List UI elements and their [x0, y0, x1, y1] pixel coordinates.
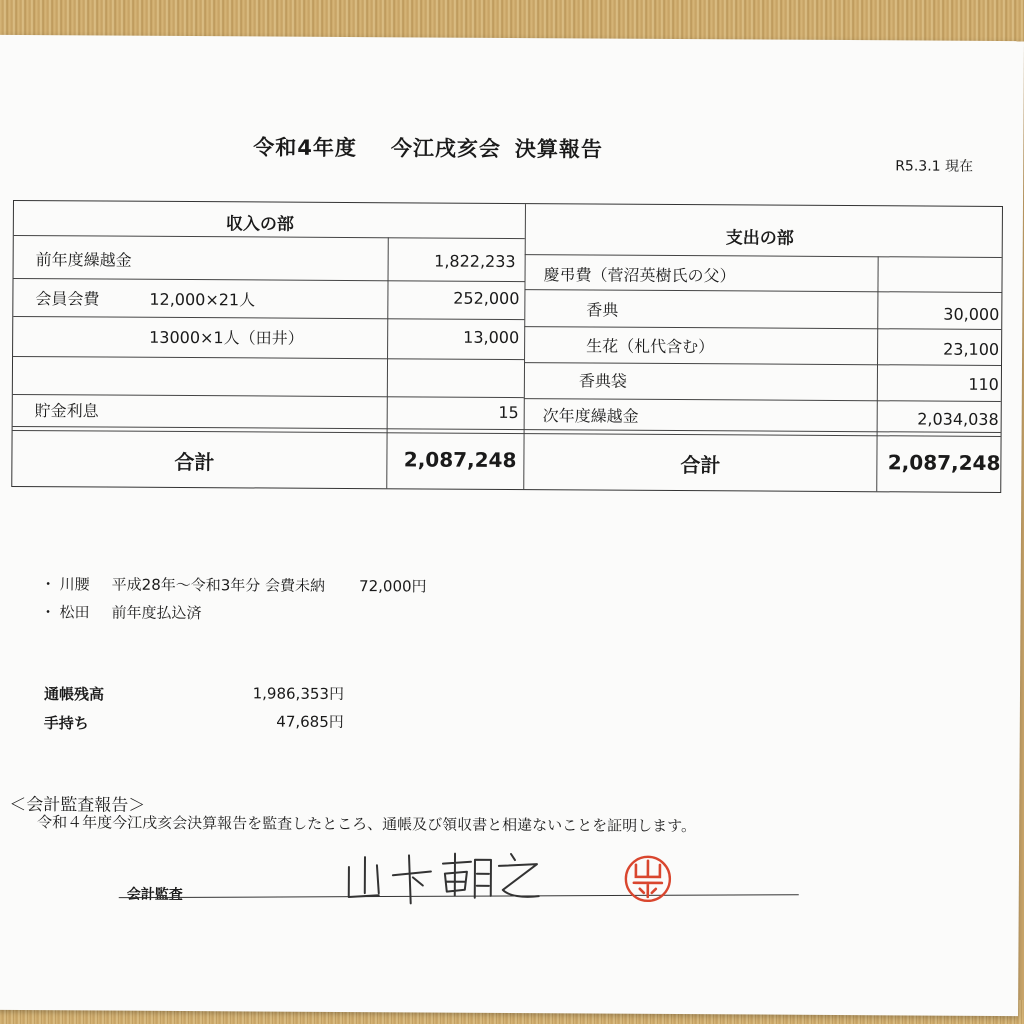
note-text: 前年度払込済: [111, 603, 202, 623]
expense-row-line: [524, 326, 1001, 330]
income-header: 収入の部: [225, 214, 294, 235]
note-item: [40, 601, 201, 623]
income-row-line: [14, 278, 525, 282]
total-line: [13, 426, 1001, 433]
title-report: 決算報告: [514, 137, 604, 162]
expense-amount: 23,100: [943, 339, 1000, 359]
expense-header: 支出の部: [725, 228, 794, 249]
income-amount: 252,000: [453, 288, 520, 309]
income-row-line: [13, 356, 524, 360]
expense-label: 生花（札代含む）: [586, 336, 715, 357]
income-label: 会員会費: [35, 289, 100, 309]
handwritten-signature: [343, 845, 543, 906]
income-amount: 1,822,233: [434, 251, 516, 272]
seal-stamp: [620, 851, 676, 907]
income-amount: 13,000: [463, 327, 520, 348]
expense-label: 次年度繰越金: [542, 406, 639, 426]
expense-label: 慶弔費（菅沼英樹氏の父）: [543, 265, 736, 286]
expense-row-line: [524, 289, 1001, 293]
note-bullet: ・: [40, 575, 56, 594]
income-header-line: [14, 235, 525, 239]
income-total-label: 合計: [174, 449, 215, 475]
balance-label: 通帳残高: [43, 685, 105, 704]
balance-amount: 47,685円: [276, 712, 344, 731]
note-amount: 72,000円: [359, 577, 427, 596]
as-of-date: R5.3.1 現在: [895, 158, 974, 175]
report-sheet: [0, 35, 1024, 1016]
expense-label: 香典袋: [578, 371, 627, 391]
income-amount-divider: [386, 237, 389, 488]
audit-statement: 令和４年度今江戌亥会決算報告を監査したところ、通帳及び領収書と相違ないことを証明します。: [37, 813, 697, 836]
balance-label: 手持ち: [43, 714, 89, 733]
center-divider: [523, 204, 526, 489]
income-label: 前年度繰越金: [35, 250, 132, 270]
expense-row-line: [524, 362, 1001, 366]
note-name: 松田: [59, 603, 90, 622]
auditor-label: 会計監査: [126, 886, 183, 904]
audit-heading: ＜会計監査報告＞: [9, 794, 146, 816]
income-total: 2,087,248: [403, 447, 517, 473]
income-label: 貯金利息: [34, 401, 99, 421]
income-detail: 13000×1人（田井）: [149, 327, 304, 348]
ledger-table: [11, 200, 1003, 493]
expense-amount: 110: [968, 374, 999, 394]
title-org: 今江戌亥会: [390, 136, 502, 161]
expense-total-label: 合計: [680, 453, 721, 478]
note-text: 平成28年～令和3年分 会費未納: [111, 575, 326, 595]
expense-amount: 30,000: [943, 304, 1000, 324]
expense-total: 2,087,248: [887, 450, 1001, 475]
expense-amount: 2,034,038: [917, 409, 999, 429]
expense-header-line: [525, 254, 1002, 258]
document-title: [253, 131, 603, 163]
balance-amount: 1,986,353円: [252, 684, 345, 703]
note-item: [41, 573, 427, 596]
expense-label: 香典: [586, 300, 619, 320]
expense-row-line: [524, 398, 1001, 402]
note-name: 川腰: [59, 575, 90, 594]
income-detail: 12,000×21人: [149, 289, 256, 310]
income-row-line: [13, 316, 524, 320]
income-amount: 15: [498, 402, 519, 423]
title-year: 令和4年度: [253, 135, 358, 161]
note-bullet: ・: [40, 603, 56, 622]
